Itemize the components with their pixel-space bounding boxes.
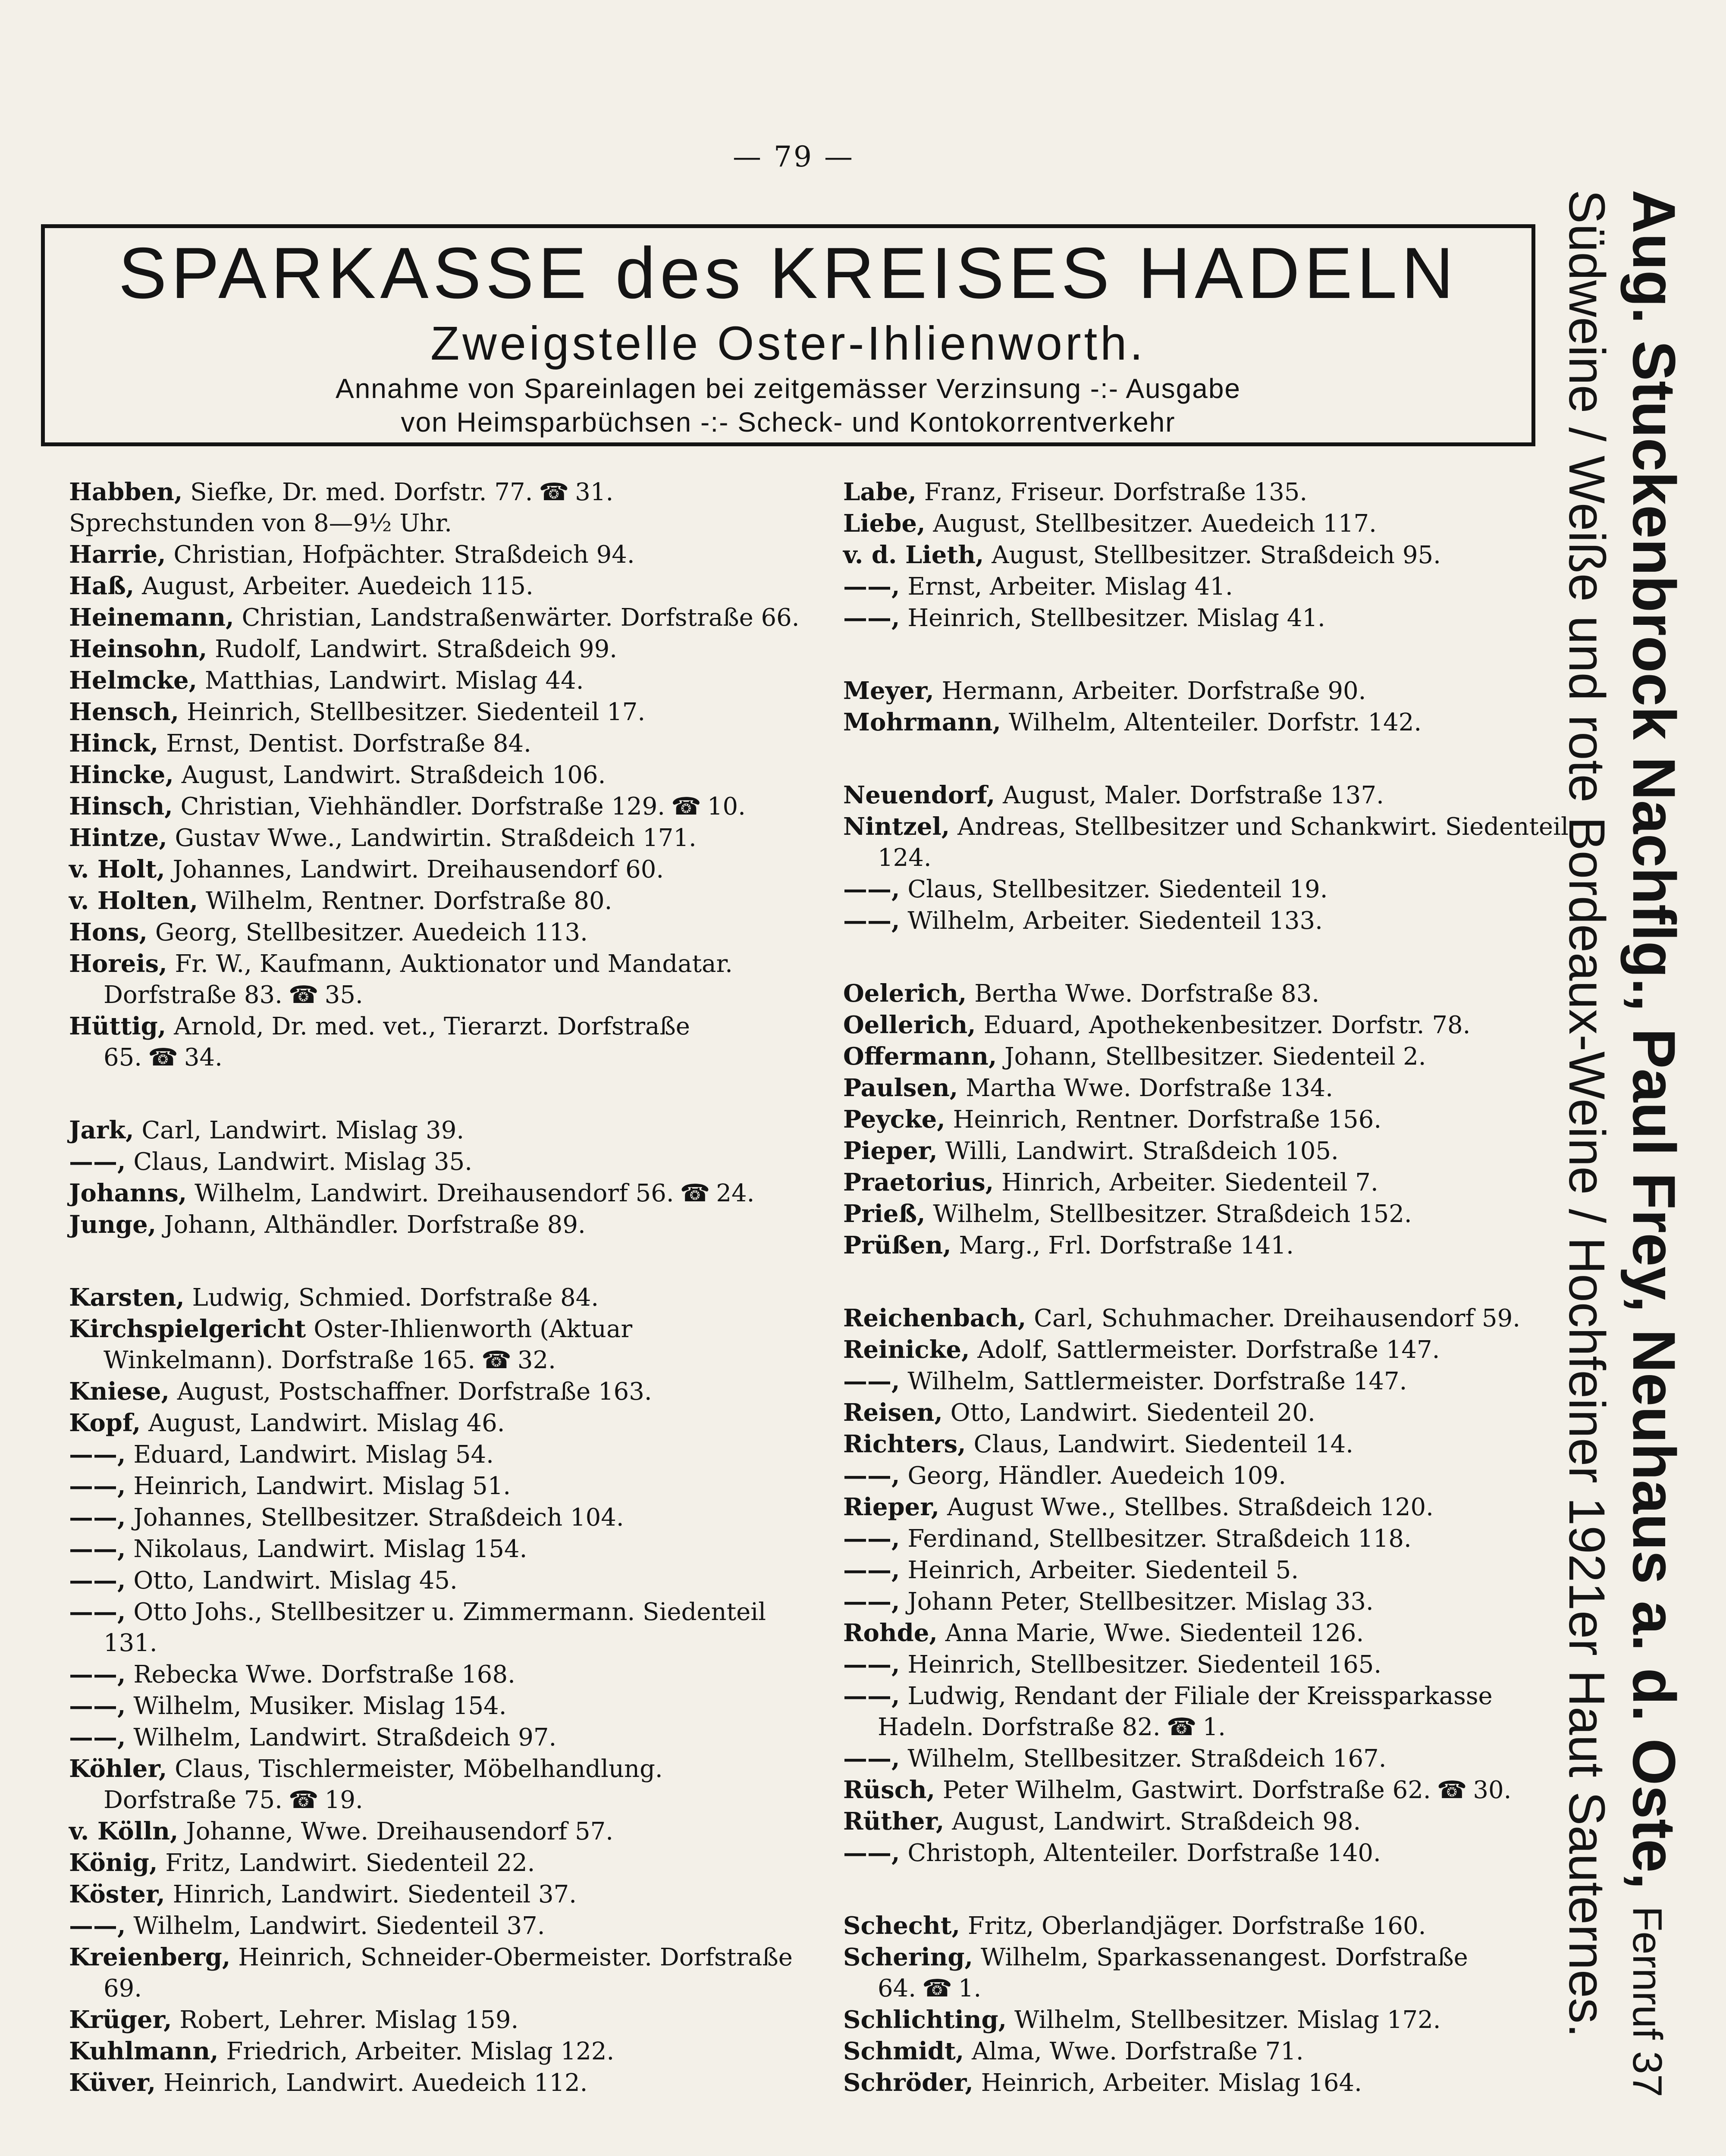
directory-entry (69, 1115, 802, 1146)
directory-entry (843, 1617, 1576, 1649)
directory-entry (843, 602, 1576, 634)
page-number: — 79 — (733, 140, 854, 173)
entry-name: ——, (843, 1524, 900, 1553)
entry-details: August, Arbeiter. Auedeich 115. (142, 572, 533, 600)
entry-details: Rudolf, Landwirt. Straßdeich 99. (215, 635, 618, 663)
section-gap (69, 1073, 802, 1115)
entry-details: Wilhelm, Stellbesitzer. Straßdeich 167. (907, 1745, 1387, 1773)
entry-name: Hintze, (69, 824, 167, 852)
entry-details: Heinrich, Stellbesitzer. Mislag 41. (907, 604, 1325, 632)
entry-name: ——, (843, 906, 900, 935)
directory-entry (843, 1429, 1576, 1460)
entry-name: Liebe, (843, 509, 926, 538)
entry-details: Christian, Hofpächter. Straßdeich 94. (173, 541, 635, 569)
directory-entry (843, 675, 1576, 707)
entry-details: Heinrich, Schneider-Obermeister. Dorfstraße 69. (104, 1943, 793, 2002)
entry-name: Schlichting, (843, 2006, 1007, 2034)
entry-name: ——, (843, 875, 900, 903)
entry-details: August, Landwirt. Straßdeich 106. (181, 761, 606, 789)
telephone-icon: ☎ (539, 478, 569, 506)
entry-name: ——, (69, 1535, 126, 1563)
directory-entry (843, 905, 1576, 937)
entry-phone: 34. (184, 1044, 223, 1072)
side-ad-company: Aug. Stuckenbrock Nachflg., Paul Frey, Neuhaus a. d. Oste, (1620, 190, 1688, 1890)
directory-entry (843, 1774, 1576, 1806)
directory-entry (69, 602, 802, 633)
entry-details: Eduard, Apothekenbesitzer. Dorfstr. 78. (983, 1011, 1471, 1039)
entry-details: Johannes, Landwirt. Dreihausendorf 60. (173, 856, 664, 884)
entry-name: Kniese, (69, 1377, 169, 1406)
entry-details: Hermann, Arbeiter. Dorfstraße 90. (941, 677, 1366, 705)
entry-details: Wilhelm, Landwirt. Straßdeich 97. (133, 1724, 557, 1752)
directory-entry (69, 854, 802, 885)
entry-name: ——, (69, 1912, 126, 1940)
directory-entry (69, 1847, 802, 1879)
entry-details: Peter Wilhelm, Gastwirt. Dorfstraße 62. (942, 1776, 1431, 1804)
entry-name: ——, (69, 1147, 126, 1176)
section-gap (843, 937, 1576, 978)
directory-entry (69, 2004, 802, 2036)
entry-name: Kuhlmann, (69, 2037, 219, 2065)
directory-entry (69, 2036, 802, 2067)
directory-entry (69, 917, 802, 948)
entry-name: Pieper, (843, 1137, 938, 1165)
entry-name: v. d. Lieth, (843, 541, 984, 569)
directory-entry (69, 1753, 802, 1816)
entry-details: August, Stellbesitzer. Auedeich 117. (933, 510, 1377, 538)
directory-entry (69, 1565, 802, 1596)
directory-entry (843, 1649, 1576, 1680)
entry-name: ——, (843, 572, 900, 601)
directory-entry (69, 1470, 802, 1502)
entry-name: Johanns, (69, 1179, 187, 1207)
directory-entry (843, 1104, 1576, 1135)
entry-details: Johann Peter, Stellbesitzer. Mislag 33. (907, 1588, 1374, 1616)
entry-details: Siefke, Dr. med. Dorfstr. 77. (190, 478, 533, 506)
entry-name: Prüßen, (843, 1231, 951, 1260)
directory-entry (843, 874, 1576, 905)
directory-entry (843, 2067, 1576, 2099)
entry-name: ——, (843, 1650, 900, 1679)
directory-entry (843, 780, 1576, 811)
entry-details: Otto, Landwirt. Mislag 45. (133, 1567, 458, 1595)
entry-name: Oelerich, (843, 979, 967, 1008)
entry-name: Habben, (69, 478, 183, 506)
entry-name: ——, (69, 1598, 126, 1626)
sparkasse-subtitle: Zweigstelle Oster-Ihlienworth. (430, 317, 1146, 370)
entry-details: Alma, Wwe. Dorfstraße 71. (972, 2037, 1304, 2065)
entry-name: v. Kölln, (69, 1817, 179, 1846)
directory-entry (843, 539, 1576, 571)
entry-name: Schecht, (843, 1912, 960, 1940)
entry-details: Wilhelm, Rentner. Dorfstraße 80. (205, 887, 612, 915)
telephone-icon: ☎ (288, 1786, 319, 1814)
entry-name: Reichenbach, (843, 1304, 1026, 1332)
directory-entry (843, 508, 1576, 539)
directory-entry (69, 1011, 802, 1073)
entry-details: Otto, Landwirt. Siedenteil 20. (950, 1399, 1315, 1427)
directory-entry (69, 1313, 802, 1376)
directory-entry (843, 1942, 1576, 2004)
entry-details: August, Maler. Dorfstraße 137. (1003, 781, 1384, 809)
entry-name: ——, (69, 1692, 126, 1720)
entry-name: Küver, (69, 2068, 156, 2097)
entry-name: Prieß, (843, 1200, 926, 1228)
entry-details: Marg., Frl. Dorfstraße 141. (959, 1232, 1294, 1260)
entry-name: Schering, (843, 1943, 973, 1971)
entry-name: Krüger, (69, 2006, 172, 2034)
entry-name: Rüther, (843, 1807, 945, 1836)
entry-details: Nikolaus, Landwirt. Mislag 154. (133, 1535, 527, 1563)
entry-name: Horeis, (69, 950, 167, 978)
telephone-icon: ☎ (1166, 1713, 1197, 1741)
entry-name: Neuendorf, (843, 781, 995, 809)
directory-entry (69, 1407, 802, 1439)
entry-name: Rieper, (843, 1493, 940, 1521)
directory-entry (69, 570, 802, 602)
entry-details: Christian, Viehhändler. Dorfstraße 129. (180, 793, 665, 821)
entry-name: Hinck, (69, 729, 159, 758)
entry-details: Willi, Landwirt. Straßdeich 105. (945, 1137, 1339, 1165)
entry-name: ——, (69, 1660, 126, 1689)
directory-entry (69, 1690, 802, 1722)
entry-name: ——, (69, 1440, 126, 1469)
entry-details: Anna Marie, Wwe. Siedenteil 126. (945, 1619, 1364, 1647)
entry-name: Hensch, (69, 698, 179, 726)
section-gap (69, 1241, 802, 1282)
directory-entry (69, 822, 802, 854)
entry-details: Johann, Althändler. Dorfstraße 89. (164, 1211, 586, 1239)
directory-entry (843, 1072, 1576, 1104)
directory-entry (843, 1198, 1576, 1230)
entry-name: ——, (843, 1587, 900, 1616)
section-gap (843, 1869, 1576, 1910)
entry-name: ——, (843, 1556, 900, 1584)
directory-entry (69, 1376, 802, 1407)
entry-details: Andreas, Stellbesitzer und Schankwirt. Siedenteil 124. (878, 813, 1569, 872)
entry-name: Rohde, (843, 1619, 938, 1647)
entry-details: Wilhelm, Landwirt. Siedenteil 37. (133, 1912, 545, 1940)
directory-entry (69, 1146, 802, 1178)
entry-name: Rüsch, (843, 1776, 935, 1804)
entry-phone: 30. (1473, 1776, 1512, 1804)
entry-details: August, Landwirt. Straßdeich 98. (952, 1808, 1361, 1836)
entry-details: Martha Wwe. Dorfstraße 134. (966, 1074, 1334, 1102)
entry-name: ——, (843, 1461, 900, 1490)
entry-details: Robert, Lehrer. Mislag 159. (179, 2006, 519, 2034)
entry-details: Heinrich, Landwirt. Mislag 51. (133, 1472, 511, 1500)
entry-name: Richters, (843, 1430, 966, 1458)
directory-entry (843, 1041, 1576, 1072)
directory-entry (843, 1680, 1576, 1743)
entry-name: Offermann, (843, 1042, 997, 1071)
directory-entry (69, 1209, 802, 1241)
entry-details: Hinrich, Landwirt. Siedenteil 37. (173, 1880, 577, 1908)
entry-name: Schröder, (843, 2068, 973, 2097)
entry-details: Ernst, Dentist. Dorfstraße 84. (166, 730, 531, 758)
directory-column-right (843, 476, 1576, 2099)
entry-name: König, (69, 1849, 158, 1877)
entry-name: ——, (69, 1566, 126, 1595)
entry-details: Heinrich, Stellbesitzer. Siedenteil 165. (907, 1651, 1382, 1679)
directory-entry (69, 1439, 802, 1470)
directory-entry (843, 1460, 1576, 1492)
entry-name: Labe, (843, 478, 916, 506)
entry-details: Johann, Stellbesitzer. Siedenteil 2. (1004, 1043, 1426, 1071)
entry-details: Wilhelm, Altenteiler. Dorfstr. 142. (1008, 708, 1422, 736)
directory-entry (843, 1523, 1576, 1554)
entry-details: Christoph, Altenteiler. Dorfstraße 140. (907, 1839, 1381, 1867)
entry-details: Carl, Schuhmacher. Dreihausendorf 59. (1034, 1304, 1520, 1332)
entry-phone: 10. (707, 793, 746, 821)
directory-entry (69, 476, 802, 508)
directory-entry (843, 571, 1576, 602)
entry-details: Rebecka Wwe. Dorfstraße 168. (133, 1661, 515, 1689)
entry-details: Arnold, Dr. med. vet., Tierarzt. Dorfstraße 65. (104, 1012, 690, 1072)
entry-name: ——, (69, 1723, 126, 1752)
entry-details: Johanne, Wwe. Dreihausendorf 57. (186, 1818, 614, 1846)
sparkasse-title: SPARKASSE des KREISES HADELN (118, 232, 1458, 313)
entry-name: ——, (843, 1744, 900, 1773)
entry-name: ——, (843, 1367, 900, 1395)
telephone-icon: ☎ (148, 1044, 178, 1072)
entry-details: Heinrich, Arbeiter. Mislag 164. (981, 2069, 1362, 2097)
entry-details: Adolf, Sattlermeister. Dorfstraße 147. (977, 1336, 1440, 1364)
entry-phone: 31. (575, 478, 614, 506)
entry-details: Ernst, Arbeiter. Mislag 41. (907, 573, 1233, 601)
entry-name: Junge, (69, 1210, 157, 1239)
directory-entry (69, 1879, 802, 1910)
directory-entry (69, 1596, 802, 1659)
entry-details: Ferdinand, Stellbesitzer. Straßdeich 118. (907, 1525, 1412, 1553)
entry-details: Otto Johs., Stellbesitzer u. Zimmermann. Siedenteil 131. (104, 1598, 766, 1657)
sparkasse-advertisement (41, 224, 1535, 446)
directory-entry (69, 1910, 802, 1942)
entry-name: Köhler, (69, 1755, 167, 1783)
entry-details: August, Stellbesitzer. Straßdeich 95. (992, 541, 1441, 569)
entry-details: Ludwig, Schmied. Dorfstraße 84. (192, 1284, 599, 1312)
directory-entry (69, 1942, 802, 2004)
entry-name: Mohrmann, (843, 708, 1001, 736)
entry-name: Nintzel, (843, 812, 950, 841)
entry-details: Oster-Ihlienworth (Aktuar Winkelmann). Dorfstraße 165. (104, 1315, 633, 1374)
entry-details: Heinrich, Rentner. Dorfstraße 156. (953, 1106, 1382, 1134)
entry-name: Reisen, (843, 1398, 943, 1427)
directory-entry (69, 1178, 802, 1209)
directory-entry (843, 978, 1576, 1009)
entry-name: Meyer, (843, 677, 934, 705)
entry-details: Franz, Friseur. Dorfstraße 135. (924, 478, 1308, 506)
telephone-icon: ☎ (481, 1346, 512, 1374)
entry-details: Matthias, Landwirt. Mislag 44. (204, 667, 584, 695)
entry-phone: 35. (324, 981, 363, 1009)
entry-name: ——, (843, 1682, 900, 1710)
entry-name: Hincke, (69, 761, 174, 789)
entry-details: Ludwig, Rendant der Filiale der Kreissparkasse Hadeln. Dorfstraße 82. (878, 1682, 1493, 1741)
entry-name: Praetorius, (843, 1168, 994, 1197)
entry-name: Harrie, (69, 540, 166, 569)
directory-entry (69, 1659, 802, 1690)
telephone-icon: ☎ (671, 793, 701, 821)
entry-details: August Wwe., Stellbes. Straßdeich 120. (947, 1493, 1434, 1521)
entry-name: v. Holt, (69, 855, 165, 884)
entry-details: Wilhelm, Sparkassenangest. Dorfstraße 64. (878, 1943, 1468, 2002)
telephone-icon: ☎ (1437, 1776, 1467, 1804)
section-gap (843, 634, 1576, 675)
side-ad-fernruf: Fernruf 37 (1624, 1906, 1670, 2097)
directory-entry (69, 1533, 802, 1565)
entry-details: Eduard, Landwirt. Mislag 54. (133, 1441, 494, 1469)
section-gap (843, 738, 1576, 780)
entry-details: Heinrich, Landwirt. Auedeich 112. (163, 2069, 588, 2097)
entry-name: Schmidt, (843, 2037, 964, 2065)
directory-entry (69, 948, 802, 1011)
directory-entry (69, 1722, 802, 1753)
entry-name: Hons, (69, 918, 147, 946)
entry-name: Jark, (69, 1116, 134, 1144)
directory-entry (69, 1816, 802, 1847)
directory-entry (843, 1492, 1576, 1523)
entry-details: Claus, Landwirt. Mislag 35. (133, 1148, 473, 1176)
entry-details: Gustav Wwe., Landwirtin. Straßdeich 171. (175, 824, 697, 852)
entry-details: Wilhelm, Stellbesitzer. Mislag 172. (1014, 2006, 1441, 2034)
entry-details: Claus, Tischlermeister, Möbelhandlung. Dorfstraße 75. (104, 1755, 663, 1814)
entry-name: Helmcke, (69, 666, 198, 695)
side-ad-line-1 (1615, 190, 1686, 2156)
entry-name: Heinemann, (69, 603, 234, 632)
directory-entry (69, 885, 802, 917)
entry-name: ——, (843, 604, 900, 632)
entry-name: Peycke, (843, 1105, 945, 1134)
telephone-icon: ☎ (288, 981, 319, 1009)
entry-details: Fritz, Landwirt. Siedenteil 22. (165, 1849, 535, 1877)
sparkasse-line-1: Annahme von Spareinlagen bei zeitgemässer Verzinsung -:- Ausgabe (336, 373, 1241, 404)
directory-entry (843, 1910, 1576, 1942)
directory-entry (69, 633, 802, 665)
entry-details: Carl, Landwirt. Mislag 39. (141, 1116, 464, 1144)
directory-entry (69, 1502, 802, 1533)
entry-details: Claus, Landwirt. Siedenteil 14. (973, 1430, 1354, 1458)
directory-entry (843, 476, 1576, 508)
directory-entry (843, 1554, 1576, 1586)
entry-details: August, Postschaffner. Dorfstraße 163. (177, 1378, 652, 1406)
directory-entry (843, 1366, 1576, 1397)
entry-details: Georg, Stellbesitzer. Auedeich 113. (155, 918, 588, 946)
directory-entry (843, 1837, 1576, 1869)
entry-details: Claus, Stellbesitzer. Siedenteil 19. (907, 875, 1328, 903)
entry-details: Heinrich, Stellbesitzer. Siedenteil 17. (186, 698, 646, 726)
entry-details: Heinrich, Arbeiter. Siedenteil 5. (907, 1556, 1299, 1584)
entry-details: Johannes, Stellbesitzer. Straßdeich 104. (133, 1504, 624, 1532)
directory-entry (843, 1586, 1576, 1617)
directory-entry (843, 1009, 1576, 1041)
directory-entry (69, 696, 802, 728)
entry-name: Heinsohn, (69, 635, 207, 663)
entry-name: ——, (69, 1472, 126, 1500)
entry-details: Wilhelm, Stellbesitzer. Straßdeich 152. (933, 1200, 1412, 1228)
entry-details: Hinrich, Arbeiter. Siedenteil 7. (1001, 1169, 1378, 1197)
directory-entry (843, 1167, 1576, 1198)
entry-name: v. Holten, (69, 887, 198, 915)
entry-name: Hinsch, (69, 792, 173, 821)
entry-phone: 1. (1202, 1713, 1226, 1741)
entry-details: Friedrich, Arbeiter. Mislag 122. (226, 2037, 615, 2065)
entry-details: Wilhelm, Sattlermeister. Dorfstraße 147. (907, 1367, 1407, 1395)
entry-details: Georg, Händler. Auedeich 109. (907, 1462, 1286, 1490)
directory-entry (843, 2004, 1576, 2036)
entry-details: Christian, Landstraßenwärter. Dorfstraße 66. (242, 604, 800, 632)
directory-entry (69, 1282, 802, 1313)
entry-details: Wilhelm, Landwirt. Dreihausendorf 56. (195, 1179, 674, 1207)
directory-entry (843, 1230, 1576, 1261)
directory-entry (69, 508, 802, 539)
directory-entry (843, 1334, 1576, 1366)
directory-entry (69, 539, 802, 570)
entry-details: Wilhelm, Musiker. Mislag 154. (133, 1692, 507, 1720)
entry-details: Bertha Wwe. Dorfstraße 83. (974, 980, 1320, 1008)
entry-name: ——, (843, 1839, 900, 1867)
entry-name: Hüttig, (69, 1012, 166, 1040)
section-gap (843, 1261, 1576, 1303)
directory-entry (843, 707, 1576, 738)
entry-name: Karsten, (69, 1283, 185, 1312)
entry-phone: 19. (324, 1786, 363, 1814)
directory-entry (843, 1397, 1576, 1429)
entry-details: Fr. W., Kaufmann, Auktionator und Mandatar. Dorfstraße 83. (104, 950, 733, 1009)
entry-name: Kreienberg, (69, 1943, 231, 1971)
entry-phone: 32. (517, 1346, 556, 1374)
directory-entry (69, 665, 802, 696)
entry-phone: 1. (958, 1974, 982, 2002)
entry-details: August, Landwirt. Mislag 46. (148, 1409, 505, 1437)
side-ad-line-2: Südweine / Weiße und rote Bordeaux-Weine / Hochfeiner 1921er Haut Sauternes. (1558, 190, 1615, 2038)
directory-entry (843, 1135, 1576, 1167)
directory-entry (69, 728, 802, 759)
entry-name: Paulsen, (843, 1074, 958, 1102)
directory-entry (843, 1806, 1576, 1837)
sparkasse-line-2: von Heimsparbüchsen -:- Scheck- und Kontokorrentverkehr (401, 407, 1176, 438)
directory-entry (69, 759, 802, 791)
entry-name: Kopf, (69, 1409, 141, 1437)
entry-name: Haß, (69, 572, 135, 600)
directory-entry (843, 811, 1576, 874)
telephone-icon: ☎ (680, 1179, 710, 1207)
entry-name: Reinicke, (843, 1335, 970, 1364)
telephone-icon: ☎ (922, 1974, 952, 2002)
entry-name: Kirchspielgericht (69, 1315, 306, 1343)
side-advertisement (1558, 190, 1688, 2156)
entry-details: Fritz, Oberlandjäger. Dorfstraße 160. (967, 1912, 1426, 1940)
entry-name: Köster, (69, 1880, 165, 1908)
directory-entry (843, 1303, 1576, 1334)
directory-column-left (69, 476, 802, 2099)
directory-entry (843, 2036, 1576, 2067)
entry-name: ——, (69, 1503, 126, 1532)
directory-entry (69, 791, 802, 822)
entry-phone: 24. (716, 1179, 755, 1207)
directory-entry (843, 1743, 1576, 1774)
directory-entry (69, 2067, 802, 2099)
entry-details: Wilhelm, Arbeiter. Siedenteil 133. (907, 907, 1323, 935)
entry-details: Sprechstunden von 8—9½ Uhr. (69, 509, 452, 537)
entry-name: Oellerich, (843, 1011, 976, 1039)
